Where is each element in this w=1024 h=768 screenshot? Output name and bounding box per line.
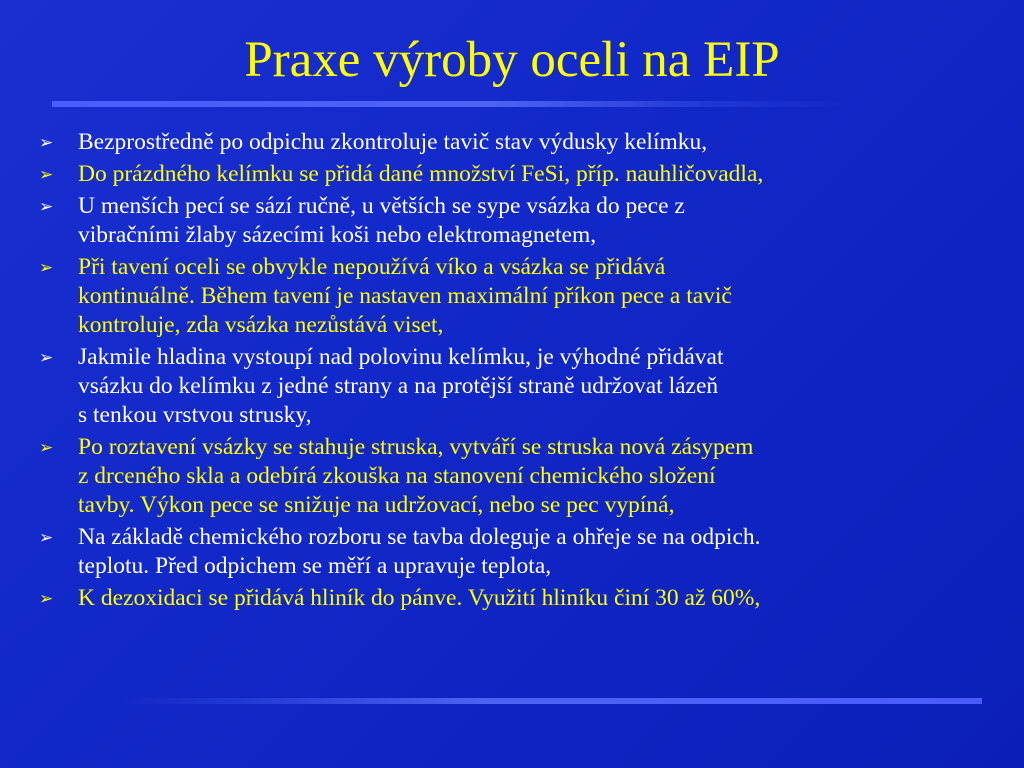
bullet-text-line: tavby. Výkon pece se snižuje na udržovací, nebo se pec vypíná, xyxy=(78,492,675,518)
bullet-text-line: Bezprostředně po odpichu zkontroluje tavič stav výdusky kelímku, xyxy=(78,129,708,155)
slide-title: Praxe výroby oceli na EIP xyxy=(244,32,780,88)
bullet-text-line: kontroluje, zda vsázka nezůstává viset, xyxy=(78,312,444,338)
arrow-bullet-icon: ➢ xyxy=(39,528,54,548)
bullet-text-line: vibračními žlaby sázecími koši nebo elektromagnetem, xyxy=(78,222,597,248)
bullet-item xyxy=(37,253,1007,340)
bullet-text-line: K dezoxidaci se přidává hliník do pánve. Využití hliníku činí 30 až 60%, xyxy=(78,585,761,611)
arrow-bullet-icon: ➢ xyxy=(39,197,54,217)
bullet-text-line: Jakmile hladina vystoupí nad polovinu kelímku, je výhodné přidávat xyxy=(78,344,724,370)
bullet-text-line: Do prázdného kelímku se přidá dané množství FeSi, příp. nauhličovadla, xyxy=(78,161,764,187)
bullet-text-line: U menších pecí se sází ručně, u větších se sype vsázka do pece z xyxy=(78,193,685,219)
arrow-bullet-icon: ➢ xyxy=(39,348,54,368)
bullet-text-line: s tenkou vrstvou strusky, xyxy=(78,402,312,428)
title-underline-divider xyxy=(52,101,852,107)
bullet-item xyxy=(37,160,1007,189)
arrow-bullet-icon: ➢ xyxy=(39,258,54,278)
bullet-text-line: Při tavení oceli se obvykle nepoužívá víko a vsázka se přidává xyxy=(78,254,666,280)
bullet-text-line: z drceného skla a odebírá zkouška na stanovení chemického složení xyxy=(78,463,716,489)
bullet-item xyxy=(37,584,1007,613)
bullet-item xyxy=(37,433,1007,520)
bullet-item xyxy=(37,523,1007,581)
bullet-text-line: teplotu. Před odpichem se měří a upravuje teplota, xyxy=(78,553,552,579)
bullet-item xyxy=(37,192,1007,250)
arrow-bullet-icon: ➢ xyxy=(39,133,54,153)
bullet-list xyxy=(37,128,1007,616)
arrow-bullet-icon: ➢ xyxy=(39,165,54,185)
arrow-bullet-icon: ➢ xyxy=(39,438,54,458)
bullet-text-line: vsázku do kelímku z jedné strany a na protější straně udržovat lázeň xyxy=(78,373,719,399)
bullet-item xyxy=(37,128,1007,157)
bottom-divider xyxy=(120,698,982,704)
bullet-text-line: Na základě chemického rozboru se tavba doleguje a ohřeje se na odpich. xyxy=(78,524,761,550)
arrow-bullet-icon: ➢ xyxy=(39,589,54,609)
bullet-text-line: kontinuálně. Během tavení je nastaven maximální příkon pece a tavič xyxy=(78,283,732,309)
bullet-item xyxy=(37,343,1007,430)
bullet-text-line: Po roztavení vsázky se stahuje struska, vytváří se struska nová zásypem xyxy=(78,434,754,460)
